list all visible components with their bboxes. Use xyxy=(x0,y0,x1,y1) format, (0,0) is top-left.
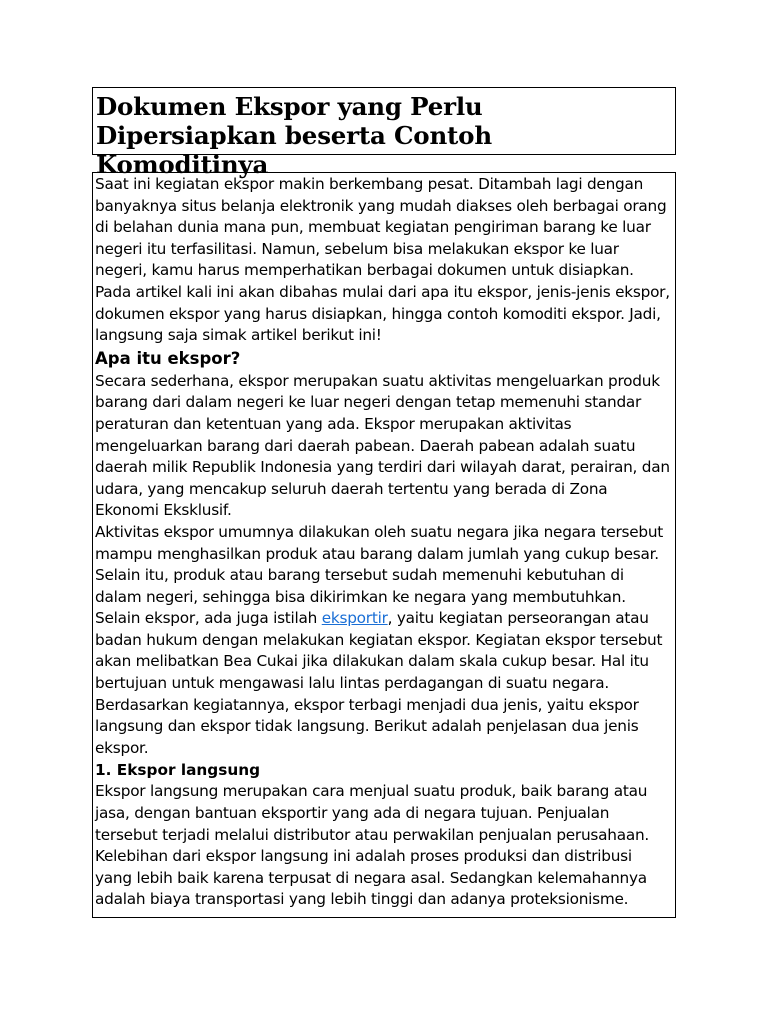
section1-paragraph-3 xyxy=(95,608,673,694)
section1-paragraph-1: Secara sederhana, ekspor merupakan suatu aktivitas mengeluarkan produk barang dari dalam negeri ke luar negeri dengan tetap memenuhi standar peraturan dan ketentuan yang ada. Ekspor merupakan aktivitas mengeluarkan barang dari daerah pabean. Daerah pabean adalah suatu daerah milik Republik Indonesia yang terdiri dari wilayah darat, perairan, dan udara, yang mencakup seluruh daerah tertentu yang berada di Zona Ekonomi Eksklusif. xyxy=(95,371,670,520)
section2-paragraph-1: Ekspor langsung merupakan cara menjual suatu produk, baik barang atau jasa, dengan bantuan eksportir yang ada di negara tujuan. Penjualan tersebut terjadi melalui distributor atau perwakilan penjualan perusahaan. Kelebihan dari ekspor langsung ini adalah proses produksi dan distribusi yang lebih baik karena terpusat di negara asal. Sedangkan kelemahannya adalah biaya transportasi yang lebih tinggi dan adanya proteksionisme. xyxy=(95,782,650,909)
section1-paragraph-4: Berdasarkan kegiatannya, ekspor terbagi menjadi dua jenis, yaitu ekspor langsung dan ekspor tidak langsung. Berikut adalah penjelasan dua jenis ekspor. xyxy=(95,695,639,757)
para3-text-before: Selain ekspor, ada juga istilah xyxy=(95,609,322,628)
intro-paragraph: Saat ini kegiatan ekspor makin berkembang pesat. Ditambah lagi dengan banyaknya situs belanja elektronik yang mudah diakses oleh berbagai orang di belahan dunia mana pun, membuat kegiatan pengiriman barang ke luar negeri itu terfasilitasi. Namun, sebelum bisa melakukan ekspor ke luar negeri, kamu harus memperhatikan berbagai dokumen untuk disiapkan. Pada artikel kali ini akan dibahas mulai dari apa itu ekspor, jenis-jenis ekspor, dokumen ekspor yang harus disiapkan, hingga contoh komoditi ekspor. Jadi, langsung saja simak artikel berikut ini! xyxy=(95,175,670,345)
article-body xyxy=(92,172,676,918)
section-heading-ekspor-langsung: 1. Ekspor langsung xyxy=(95,761,261,780)
para3-text-after: , yaitu kegiatan perseorangan atau badan hukum dengan melakukan kegiatan ekspor. Kegiatan ekspor tersebut akan melibatkan Bea Cukai jika dilakukan dalam skala cukup besar. Hal itu bertujuan untuk mengawasi lalu lintas perdagangan di suatu negara. xyxy=(95,609,663,693)
section-heading-apa-itu-ekspor: Apa itu ekspor? xyxy=(95,348,241,368)
eksportir-link[interactable]: eksportir xyxy=(321,609,388,628)
title-box xyxy=(92,87,676,179)
page-title: Dokumen Ekspor yang Perlu Dipersiapkan beserta Contoh Komoditinya xyxy=(96,92,492,179)
section1-paragraph-2: Aktivitas ekspor umumnya dilakukan oleh suatu negara jika negara tersebut mampu menghasilkan produk atau barang dalam jumlah yang cukup besar. Selain itu, produk atau barang tersebut sudah memenuhi kebutuhan di dalam negeri, sehingga bisa dikirimkan ke negara yang membutuhkan. xyxy=(95,522,664,606)
